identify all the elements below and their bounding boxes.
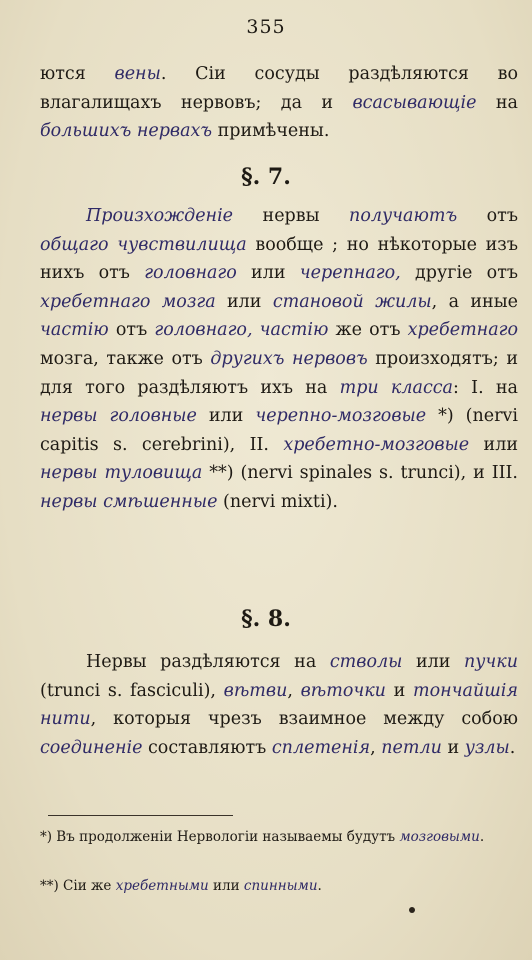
emphasis: частію (40, 320, 109, 341)
emphasis: головнаго, частію (154, 320, 329, 341)
emphasis: вены (114, 64, 161, 84)
emphasis: нервы смѣшенные (40, 491, 218, 512)
emphasis: черепнаго, (299, 263, 401, 284)
emphasis: узлы (464, 737, 510, 758)
emphasis: петли (381, 737, 442, 758)
emphasis: головнаго (144, 263, 237, 284)
emphasis: черепно-мозговые (255, 406, 427, 427)
emphasis: получаютъ (349, 206, 458, 226)
emphasis: общаго чувствилища (40, 234, 247, 255)
emphasis: вѣтви (223, 680, 288, 701)
emphasis: нервы туловища (40, 463, 203, 484)
emphasis: тончайшія нити (40, 680, 518, 730)
paragraph-continuation: ются вены. Сіи сосуды раздѣляются во влагалищахъ нервовъ; да и всасывающіе на большихъ нервахъ примѣчены. (40, 64, 518, 142)
emphasis: пучки (463, 652, 519, 672)
emphasis: спинными (243, 878, 318, 894)
emphasis: нервы головные (40, 406, 197, 427)
emphasis: другихъ нервовъ (210, 348, 368, 369)
section-heading-7: §. 7. (241, 164, 291, 190)
section-heading-8: §. 8. (241, 606, 291, 632)
footnote-1: *) Въ продолженіи Нервологіи называемы будутъ мозговыми. (40, 829, 485, 845)
footnote-rule (48, 815, 233, 816)
emphasis: хребетнаго мозга (40, 291, 216, 312)
emphasis: вѣточки (300, 680, 386, 701)
emphasis: мозговыми (399, 829, 480, 845)
paragraph-section-8: Нервы раздѣляются на стволы или пучки (trunci s. fasciculi), вѣтви, вѣточки и тончайшія нити, которыя чрезъ взаимное между собою соединеніе составляютъ сплетенія, петли и узлы. (40, 652, 519, 758)
emphasis: всасывающіе (352, 92, 477, 113)
emphasis: Произхожденіе (86, 206, 234, 226)
emphasis: большихъ нервахъ (40, 121, 213, 142)
emphasis: становой жилы (272, 291, 432, 312)
paragraph-section-7: Произхожденіе нервы получаютъ отъ общаго чувствилища вообще ; но нѣкоторые изъ нихъ отъ головнаго или черепнаго, другіе отъ хребетнаго мозга или становой жилы, а иные частію отъ головнаго, частію же отъ хребетнаго мозга, также отъ другихъ нервовъ произходятъ; и для того раздѣляютъ ихъ на три класса: I. на нервы головные или черепно-мозговые *) (nervi capitis s. cerebrini), II. хребетно-мозговые или нервы туловища **) (nervi spinales s. trunci), и III. нервы смѣшенные (nervi mixti). (40, 206, 519, 512)
emphasis: хребетными (115, 878, 209, 894)
emphasis: стволы (329, 652, 403, 672)
emphasis: хребетно-мозговые (283, 434, 470, 455)
emphasis: соединеніе (40, 737, 143, 758)
page-number: 355 (246, 16, 286, 38)
emphasis: хребетнаго (407, 320, 519, 341)
emphasis: три класса (339, 377, 453, 398)
footnote-2: **) Сіи же хребетными или спинными. (40, 878, 322, 894)
ink-spot (409, 907, 415, 913)
emphasis: сплетенія (271, 737, 371, 758)
